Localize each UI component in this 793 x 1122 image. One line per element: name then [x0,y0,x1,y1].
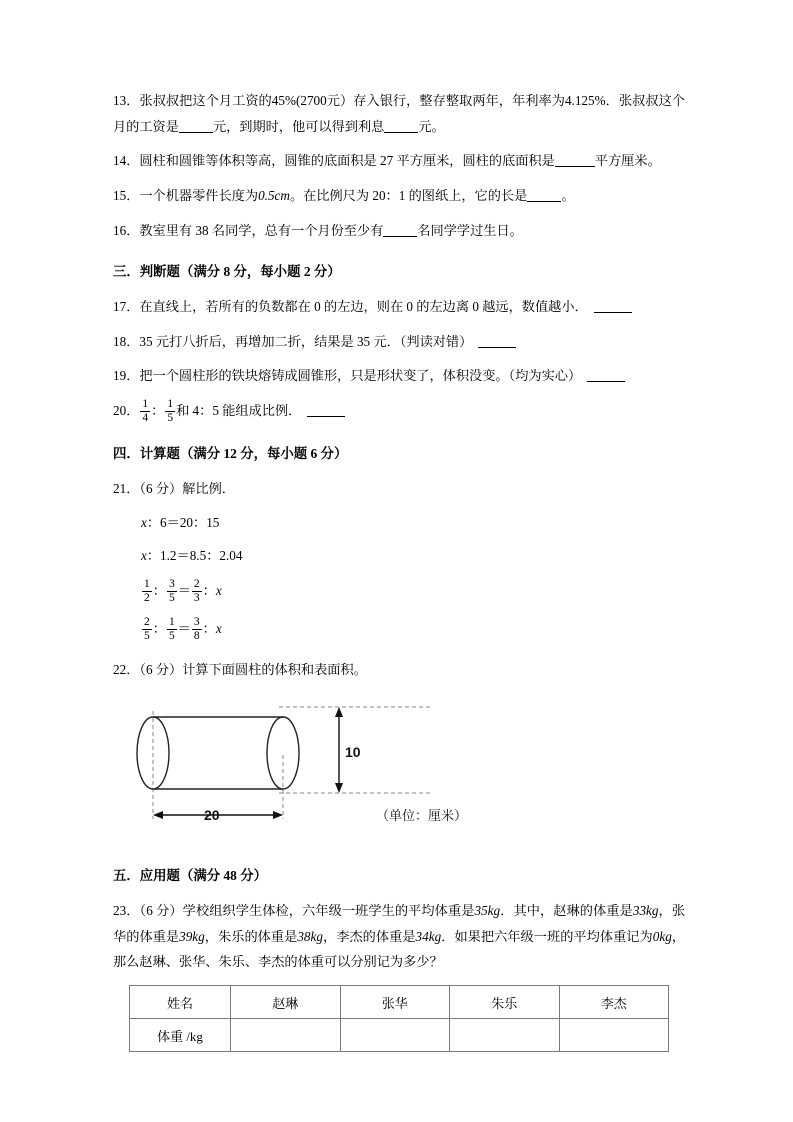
question-19-text: 19．把一个圆柱形的铁块熔铸成圆锥形，只是形状变了，体积没变。（均为实心） [113,368,582,384]
ratio-colon: ： [202,620,216,636]
answer-blank[interactable] [527,188,561,202]
weight-baseline: 0kg [652,928,672,944]
question-20-number: 20． [113,403,140,418]
question-18-text: 18．35 元打八折后，再增加二折，结果是 35 元．（判读对错） [113,333,473,349]
answer-blank[interactable] [179,119,213,133]
answer-blank[interactable] [587,368,625,382]
fraction-denominator: 2 [144,592,150,605]
fraction-numerator: 2 [142,616,152,630]
answer-table [129,985,669,1052]
answer-blank[interactable] [384,119,418,133]
fraction-two-fifths [142,616,152,643]
fraction-denominator: 5 [167,412,174,425]
weight-average: 35kg [474,902,501,918]
fraction-numerator: 1 [140,398,150,412]
question-16 [113,218,685,244]
ratio-colon: ： [152,620,166,636]
cylinder-unit-label: （单位：厘米） [376,807,468,823]
proportion-expression: ：1.2＝8.5：2.04 [146,548,243,564]
fraction-denominator: 5 [168,592,175,605]
weight-zhanghua: 39kg [179,928,205,944]
answer-blank[interactable] [555,153,595,167]
question-23-text-f: ，李杰的体重是 [322,928,416,944]
cylinder-height-label: 10 [345,743,361,760]
fraction-one-half [142,578,152,605]
section-heading-3: 三．判断题（满分 8 分，每小题 2 分） [113,263,341,279]
ratio-colon: ： [152,582,166,598]
answer-blank[interactable] [594,299,632,313]
question-15 [113,183,685,209]
fraction-numerator: 2 [192,578,202,592]
cylinder-width-label: 20 [204,806,220,823]
question-13 [113,88,685,139]
question-17 [113,294,685,320]
variable-x: x [141,514,147,530]
question-21: 21．（6 分）解比例． [113,480,235,496]
question-23-text-b: ．其中，赵琳的体重 [500,902,620,918]
question-23-text-a: 23．（6 分）学校组织学生体检，六年级一班学生的平均体重是 [113,902,475,918]
weight-zhaolin: 33kg [632,902,659,918]
question-14-text-a: 14．圆柱和圆锥等体积等高，圆锥的底面积是 27 平方厘米，圆柱的底面积是 [113,153,555,169]
question-15-text-a: 15．一个机器零件长度为 [113,188,259,204]
question-15-text-c: 。 [561,188,575,204]
fraction-denominator: 5 [168,629,175,642]
question-23-text-d: ，张华的体重是 [113,902,686,944]
variable-x: x [141,548,147,564]
fraction-denominator: 8 [193,629,200,642]
question-13-text-a: 13．张叔叔把这个月工资的45%(2700元）存入银行，整存整取两年，年利率为4.125%．张叔叔这个月的工资是 [113,93,685,134]
question-14-text-b: 平方厘米。 [594,153,661,169]
table-cell-lijie: 李杰 [559,986,669,1019]
answer-blank[interactable] [383,223,417,237]
question-23-text-g: ．如果把六年级一 [441,928,547,944]
question-13-text-b: 元，到期时，他可以得到利息 [212,118,385,134]
question-21-line-3 [113,578,685,605]
question-15-value: 0.5cm [258,188,290,204]
weight-lijie: 34kg [415,928,442,944]
question-16-text-b: 名同学学过生日。 [417,222,523,238]
question-14 [113,148,685,174]
fraction-one-quarter [140,398,150,425]
question-17-text: 17．在直线上，若所有的负数都在 0 的左边，则在 0 的左边离 0 越远，数值越小． [113,298,588,314]
question-23 [113,898,685,975]
fraction-numerator: 3 [167,578,177,592]
table-row [130,1019,669,1052]
answer-blank[interactable] [478,334,516,348]
table-header-weight: 体重 /kg [130,1019,231,1052]
question-21-line-2 [113,544,685,568]
equals-sign: ＝ [177,582,191,598]
table-cell-zhule: 朱乐 [450,986,560,1019]
table-input-cell[interactable] [450,1019,560,1052]
question-23-text-e: ，朱乐的体重是 [204,928,298,944]
fraction-numerator: 1 [167,616,177,630]
ratio-colon: ： [151,403,165,418]
fraction-numerator: 3 [192,616,202,630]
question-19 [113,363,685,389]
question-13-text-c: 元。 [418,118,445,134]
fraction-two-thirds [192,578,202,605]
question-21-line-4 [113,616,685,643]
question-23-text-h: 班的平均体重记为 [546,928,653,944]
question-20 [113,398,685,426]
fraction-denominator: 5 [144,629,150,642]
ratio-colon: ： [202,582,216,598]
question-15-text-b: 。在比例尺为 20：1 的图纸上，它的长是 [289,188,528,204]
question-21-line-1 [113,511,685,535]
question-16-text-a: 16．教室里有 38 名同学，总有一个月份至少有 [113,222,384,238]
fraction-denominator: 3 [193,592,200,605]
variable-x: x [215,620,222,636]
variable-x: x [215,582,222,598]
answer-blank[interactable] [307,403,345,417]
question-22: 22．（6 分）计算下面圆柱的体积和表面积。 [113,661,367,677]
fraction-three-eighths [192,616,202,643]
section-heading-5: 五．应用题（满分 48 分） [113,867,267,883]
weight-zhule: 38kg [297,928,323,944]
section-heading-4: 四．计算题（满分 12 分，每小题 6 分） [113,445,348,461]
table-row [130,986,669,1019]
fraction-one-fifth [165,398,175,425]
question-18 [113,329,685,355]
cylinder-figure [113,693,685,848]
proportion-expression: ：6＝20：15 [146,514,220,530]
equals-sign: ＝ [177,620,191,636]
fraction-one-fifth [167,616,177,643]
fraction-denominator: 4 [142,412,149,425]
question-23-text-i: ，那么赵琳、张华、朱乐、李杰的体重可以分别记为多少？ [113,928,686,970]
table-input-cell[interactable] [559,1019,669,1052]
table-cell-zhanghua: 张华 [340,986,450,1019]
table-header-name: 姓名 [130,986,231,1019]
table-input-cell[interactable] [340,1019,450,1052]
fraction-numerator: 1 [142,578,152,592]
question-23-text-c: 是 [619,902,633,918]
table-cell-zhaolin: 赵琳 [231,986,341,1019]
fraction-three-fifths [167,578,177,605]
fraction-numerator: 1 [165,398,175,412]
table-input-cell[interactable] [231,1019,341,1052]
cylinder-diagram-svg [131,693,551,843]
question-20-text: 和 4：5 能组成比例． [176,403,302,418]
